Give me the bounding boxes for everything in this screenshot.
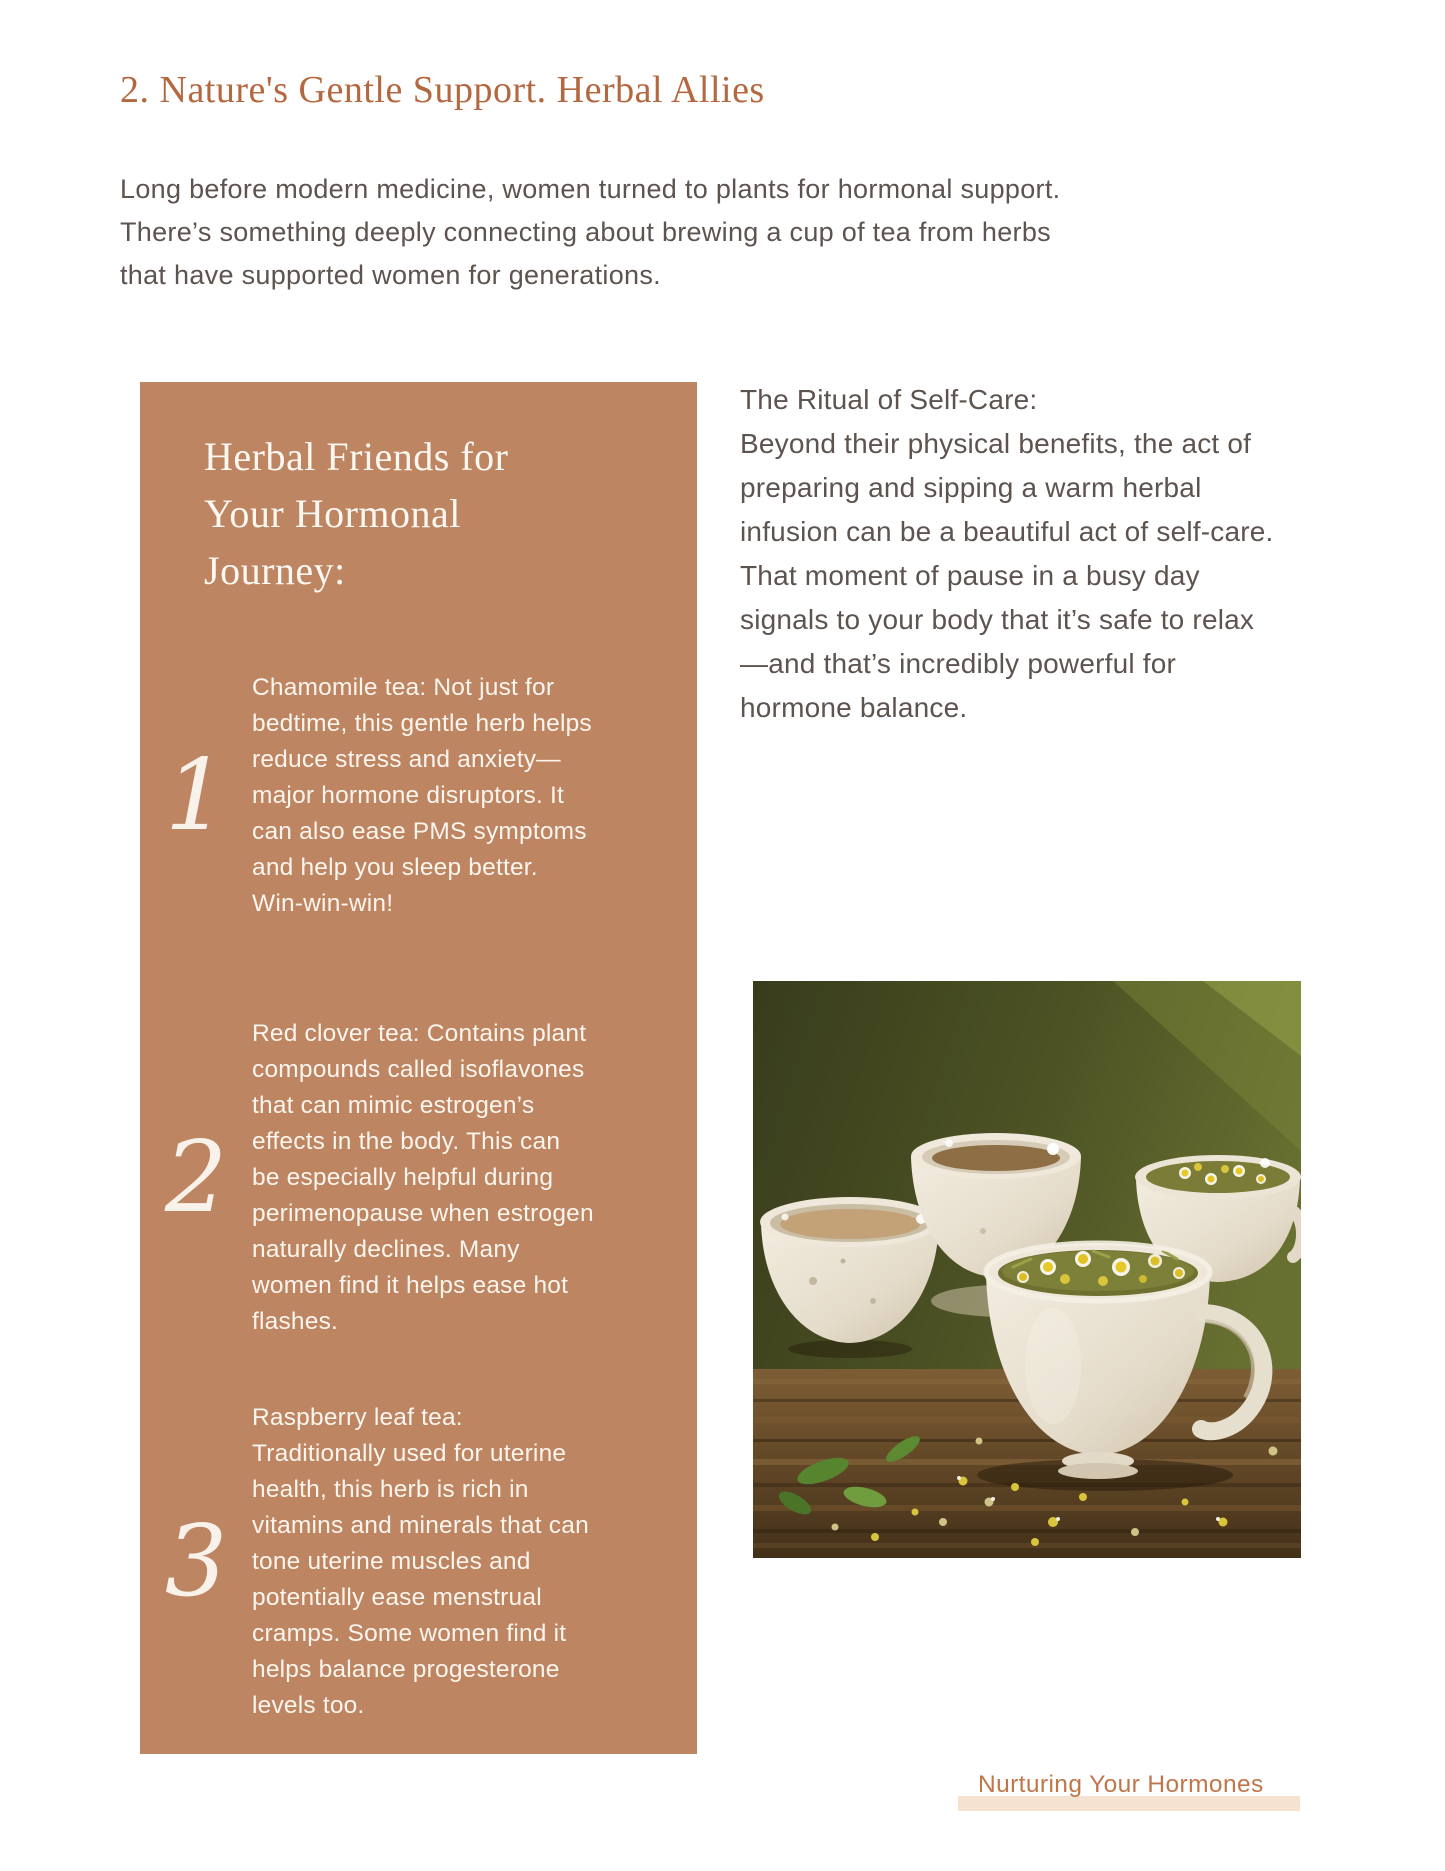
- item-text: Red clover tea: Contains plant compounds called isoflavones that can mimic estrogen’s effects in the body. This can be especially helpful during perimenopause when estrogen naturally declines. Many women find it helps ease hot flashes.: [252, 1020, 594, 1335]
- intro-paragraph: Long before modern medicine, women turned to plants for hormonal support. There’s something deeply connecting about brewing a cup of tea from herbs that have supported women for generations.: [120, 174, 1061, 290]
- item-number: 3: [164, 1505, 228, 1619]
- herbal-box-heading-line-2: Your Hormonal: [204, 491, 461, 536]
- herbal-box-heading-line-3: Journey:: [204, 548, 346, 593]
- ritual-paragraph: [740, 378, 1280, 730]
- footer-title: Nurturing Your Hormones: [978, 1771, 1264, 1798]
- herbal-box-heading-line-1: Herbal Friends for: [204, 434, 509, 479]
- list-item: [140, 670, 697, 922]
- tea-photo-illustration: [753, 981, 1301, 1558]
- tea-cups-photo: [753, 981, 1301, 1558]
- ritual-heading: The Ritual of Self-Care:: [740, 384, 1038, 415]
- list-item: [140, 1016, 697, 1340]
- list-item: [140, 1400, 697, 1724]
- herbal-box-heading: [204, 428, 664, 599]
- item-number: 2: [164, 1121, 228, 1235]
- chapter-title: 2. Nature's Gentle Support. Herbal Allies: [120, 69, 765, 112]
- herbal-friends-box: [140, 382, 697, 1754]
- item-number: 1: [164, 739, 228, 853]
- ritual-body: Beyond their physical benefits, the act of preparing and sipping a warm herbal infusion can be a beautiful act of self-care. That moment of pause in a busy day signals to your body that it’s safe to relax—and that’s incredibly powerful for hormone balance.: [740, 428, 1274, 723]
- item-text: Chamomile tea: Not just for bedtime, this gentle herb helps reduce stress and anxiety—major hormone disruptors. It can also ease PMS symptoms and help you sleep better. Win-win-win!: [252, 674, 592, 917]
- item-text: Raspberry leaf tea: Traditionally used for uterine health, this herb is rich in vitamins and minerals that can tone uterine muscles and potentially ease menstrual cramps. Some women find it helps balance progesterone levels too.: [252, 1404, 589, 1719]
